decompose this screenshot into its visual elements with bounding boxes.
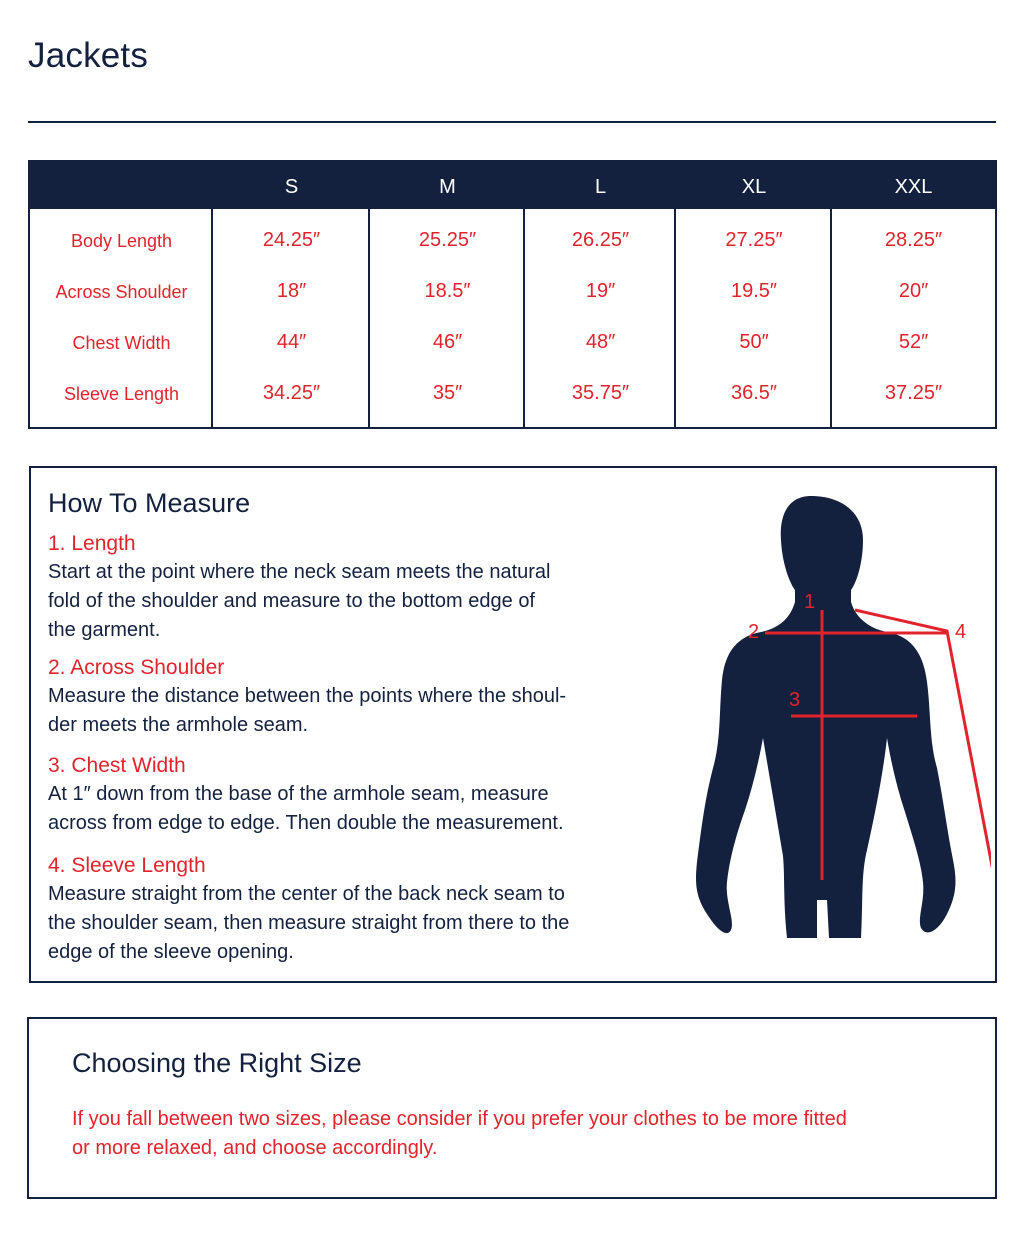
size-header-l: L (594, 176, 607, 198)
body-silhouette-figure (691, 490, 991, 970)
table-cell: 46″ (432, 331, 463, 353)
step-across-shoulder (48, 654, 648, 740)
row-label-chest-width: Chest Width (72, 333, 171, 353)
choosing-size-box (27, 1017, 997, 1199)
row-label-body-length: Body Length (70, 231, 173, 251)
step-title: 2. Across Shoulder (48, 656, 225, 679)
table-cell: 19″ (585, 280, 616, 302)
step-text-line: fold of the shoulder and measure to the bottom edge of (48, 590, 535, 612)
step-text-line: Measure the distance between the points where the shoul- (48, 685, 567, 707)
step-text-line: the garment. (48, 619, 161, 641)
table-cell: 34.25″ (262, 382, 321, 404)
figure-label-3: 3 (789, 689, 801, 711)
table-cell: 50″ (739, 331, 769, 353)
title-divider (28, 121, 996, 123)
size-header-m: M (439, 176, 456, 198)
step-title: 1. Length (48, 532, 136, 555)
table-cell: 25.25″ (418, 229, 477, 251)
table-cell: 20″ (898, 280, 929, 302)
size-header-xl: XL (741, 176, 767, 198)
choosing-text-line: If you fall between two sizes, please consider if you prefer your clothes to be more fitted (72, 1108, 847, 1130)
step-title: 3. Chest Width (48, 754, 186, 777)
table-cell: 36.5″ (730, 382, 777, 404)
figure-label-1: 1 (804, 591, 816, 613)
choosing-text-line: or more relaxed, and choose accordingly. (72, 1137, 438, 1159)
figure-label-4: 4 (955, 621, 967, 643)
step-length (48, 530, 648, 645)
step-text-line: edge of the sleeve opening. (48, 941, 294, 963)
table-cell: 26.25″ (571, 229, 630, 251)
figure-label-2: 2 (748, 621, 760, 643)
table-cell: 48″ (585, 331, 616, 353)
how-to-measure-title: How To Measure (48, 488, 251, 518)
step-text-line: Start at the point where the neck seam meets the natural (48, 561, 551, 583)
table-cell: 24.25″ (262, 229, 321, 251)
step-text-line: At 1″ down from the base of the armhole seam, measure (48, 783, 549, 805)
table-cell: 44″ (276, 331, 307, 353)
row-label-across-shoulder: Across Shoulder (55, 282, 188, 302)
step-text-line: der meets the armhole seam. (48, 714, 309, 736)
row-label-sleeve-length: Sleeve Length (63, 384, 180, 404)
size-header-s: S (284, 176, 299, 198)
step-chest-width (48, 752, 648, 838)
table-cell: 52″ (898, 331, 929, 353)
step-title: 4. Sleeve Length (48, 854, 206, 877)
table-cell: 27.25″ (725, 229, 783, 251)
step-text-line: across from edge to edge. Then double the measurement. (48, 812, 564, 834)
choosing-size-title: Choosing the Right Size (72, 1048, 362, 1078)
step-sleeve-length (48, 852, 648, 967)
size-table-header (30, 162, 995, 209)
size-table (28, 160, 997, 429)
table-cell: 28.25″ (884, 229, 943, 251)
page-title: Jackets (28, 36, 149, 75)
table-cell: 35.75″ (571, 382, 630, 404)
choosing-size-text (72, 1105, 972, 1163)
table-cell: 18.5″ (424, 280, 471, 302)
table-cell: 37.25″ (884, 382, 943, 404)
how-to-measure-box (29, 466, 997, 983)
table-cell: 35″ (432, 382, 463, 404)
table-cell: 19.5″ (730, 280, 777, 302)
step-text-line: Measure straight from the center of the back neck seam to (48, 883, 565, 905)
step-text-line: the shoulder seam, then measure straight from there to the (48, 912, 570, 934)
size-header-xxl: XXL (894, 176, 933, 198)
table-cell: 18″ (276, 280, 307, 302)
